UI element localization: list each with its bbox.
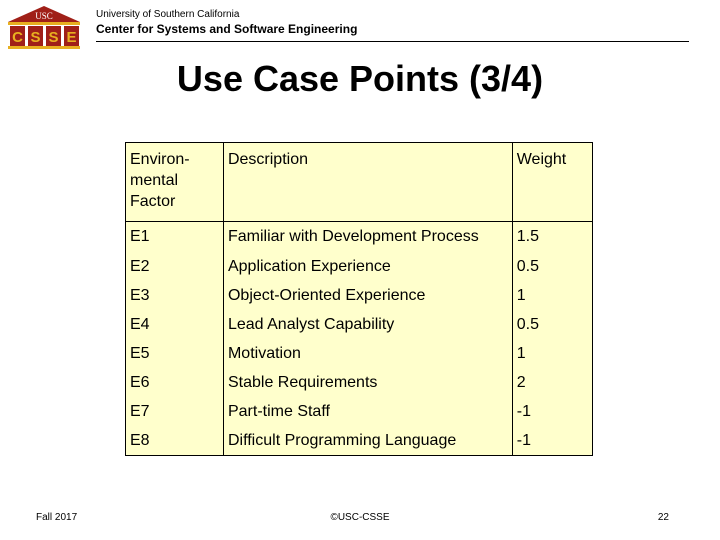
slide-title: Use Case Points (3/4) bbox=[176, 58, 544, 99]
factor-id: E1 bbox=[126, 222, 224, 253]
factor-id: E7 bbox=[126, 397, 224, 426]
table-row bbox=[126, 222, 593, 253]
university-name: University of Southern California bbox=[96, 9, 240, 20]
factor-description: Difficult Programming Language bbox=[223, 426, 512, 456]
factor-description: Lead Analyst Capability bbox=[223, 310, 512, 339]
factor-weight: 0.5 bbox=[512, 252, 592, 281]
svg-text:S: S bbox=[30, 29, 41, 46]
factor-id: E2 bbox=[126, 252, 224, 281]
factor-id: E4 bbox=[126, 310, 224, 339]
table-header-row bbox=[126, 143, 593, 222]
table-row bbox=[126, 339, 593, 368]
svg-text:S: S bbox=[48, 29, 59, 46]
factor-description: Part-time Staff bbox=[223, 397, 512, 426]
table-row bbox=[126, 397, 593, 426]
factor-description: Application Experience bbox=[223, 252, 512, 281]
table-row bbox=[126, 368, 593, 397]
factor-description: Object-Oriented Experience bbox=[223, 281, 512, 310]
factor-id: E5 bbox=[126, 339, 224, 368]
header-weight: Weight bbox=[512, 143, 592, 222]
usc-csse-logo bbox=[4, 4, 84, 50]
environmental-factors-table bbox=[125, 142, 593, 456]
factor-description: Stable Requirements bbox=[223, 368, 512, 397]
factor-weight: 0.5 bbox=[512, 310, 592, 339]
header-divider bbox=[96, 41, 689, 42]
factor-weight: 2 bbox=[512, 368, 592, 397]
header-description: Description bbox=[223, 143, 512, 222]
svg-text:E: E bbox=[66, 29, 77, 46]
factor-weight: 1 bbox=[512, 339, 592, 368]
factor-weight: 1.5 bbox=[512, 222, 592, 253]
factor-id: E3 bbox=[126, 281, 224, 310]
factor-weight: -1 bbox=[512, 426, 592, 456]
header-environmental-factor: Environ- mental Factor bbox=[126, 143, 224, 222]
svg-text:USC: USC bbox=[35, 11, 53, 21]
table-row bbox=[126, 281, 593, 310]
table-row bbox=[126, 426, 593, 456]
factor-id: E6 bbox=[126, 368, 224, 397]
footer-copyright: ©USC-CSSE bbox=[330, 512, 390, 523]
table-row bbox=[126, 310, 593, 339]
factor-description: Familiar with Development Process bbox=[223, 222, 512, 253]
factor-description: Motivation bbox=[223, 339, 512, 368]
page-number: 22 bbox=[657, 512, 669, 523]
factor-weight: 1 bbox=[512, 281, 592, 310]
factor-id: E8 bbox=[126, 426, 224, 456]
factor-weight: -1 bbox=[512, 397, 592, 426]
center-name: Center for Systems and Software Engineering bbox=[96, 22, 358, 36]
svg-text:C: C bbox=[12, 29, 23, 46]
footer-semester: Fall 2017 bbox=[36, 512, 78, 523]
table-row bbox=[126, 252, 593, 281]
